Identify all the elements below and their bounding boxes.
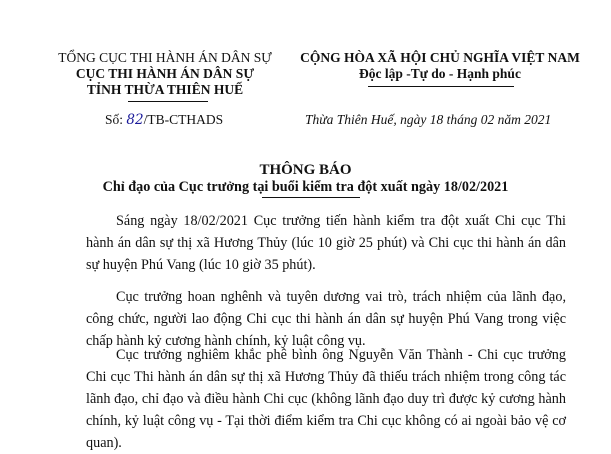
notice-subtitle: Chỉ đạo của Cục trưởng tại buổi kiểm tra đột xuất ngày 18/02/2021 bbox=[102, 179, 509, 195]
handwritten-number: 82 bbox=[126, 112, 144, 128]
national-motto: Độc lập -Tự do - Hạnh phúc bbox=[359, 66, 521, 81]
body-paragraph-2: Cục trưởng hoan nghênh và tuyên dương vai trò, trách nhiệm của lãnh đạo, công chức, người lao động Chi cục thi hành án dân sự huyện Phú Vang trong việc chấp hành kỷ cương hành chính, kỷ luật công vụ. bbox=[86, 289, 566, 349]
number-suffix: /TB-CTHADS bbox=[143, 112, 224, 127]
province-name: TỈNH THỪA THIÊN HUẾ bbox=[86, 82, 244, 97]
notice-title: THÔNG BÁO bbox=[259, 162, 352, 178]
department-name: CỤC THI HÀNH ÁN DÂN SỰ bbox=[75, 66, 255, 81]
agency-name: TỔNG CỤC THI HÀNH ÁN DÂN SỰ bbox=[58, 50, 272, 65]
document-number bbox=[105, 112, 223, 128]
left-header-rule bbox=[128, 101, 208, 102]
number-prefix: Số: bbox=[105, 112, 124, 127]
body-paragraph-3: Cục trưởng nghiêm khắc phê bình ông Nguyễn Văn Thành - Chi cục trưởng Chi cục Thi hành án dân sự thị xã Hương Thủy đã thiếu trách nhiệm trong công tác lãnh đạo, chỉ đạo và điều hành Chi cục (không lãnh đạo duy trì được kỷ cương hành chính, kỷ luật công vụ - Tại thời điểm kiểm tra Chi cục không có ai ngoài bảo vệ cơ quan). bbox=[86, 347, 566, 451]
place-date: Thừa Thiên Huế, ngày 18 tháng 02 năm 2021 bbox=[305, 112, 552, 127]
body-paragraph-1: Sáng ngày 18/02/2021 Cục trưởng tiến hành kiểm tra đột xuất Chi cục Thi hành án dân sự thị xã Hương Thủy (lúc 10 giờ 25 phút) và Chi cục thi hành án dân sự huyện Phú Vang (lúc 10 giờ 35 phút). bbox=[86, 213, 566, 273]
country-name: CỘNG HÒA XÃ HỘI CHỦ NGHĨA VIỆT NAM bbox=[300, 50, 580, 65]
title-rule bbox=[262, 197, 360, 198]
right-header-rule bbox=[368, 86, 514, 87]
